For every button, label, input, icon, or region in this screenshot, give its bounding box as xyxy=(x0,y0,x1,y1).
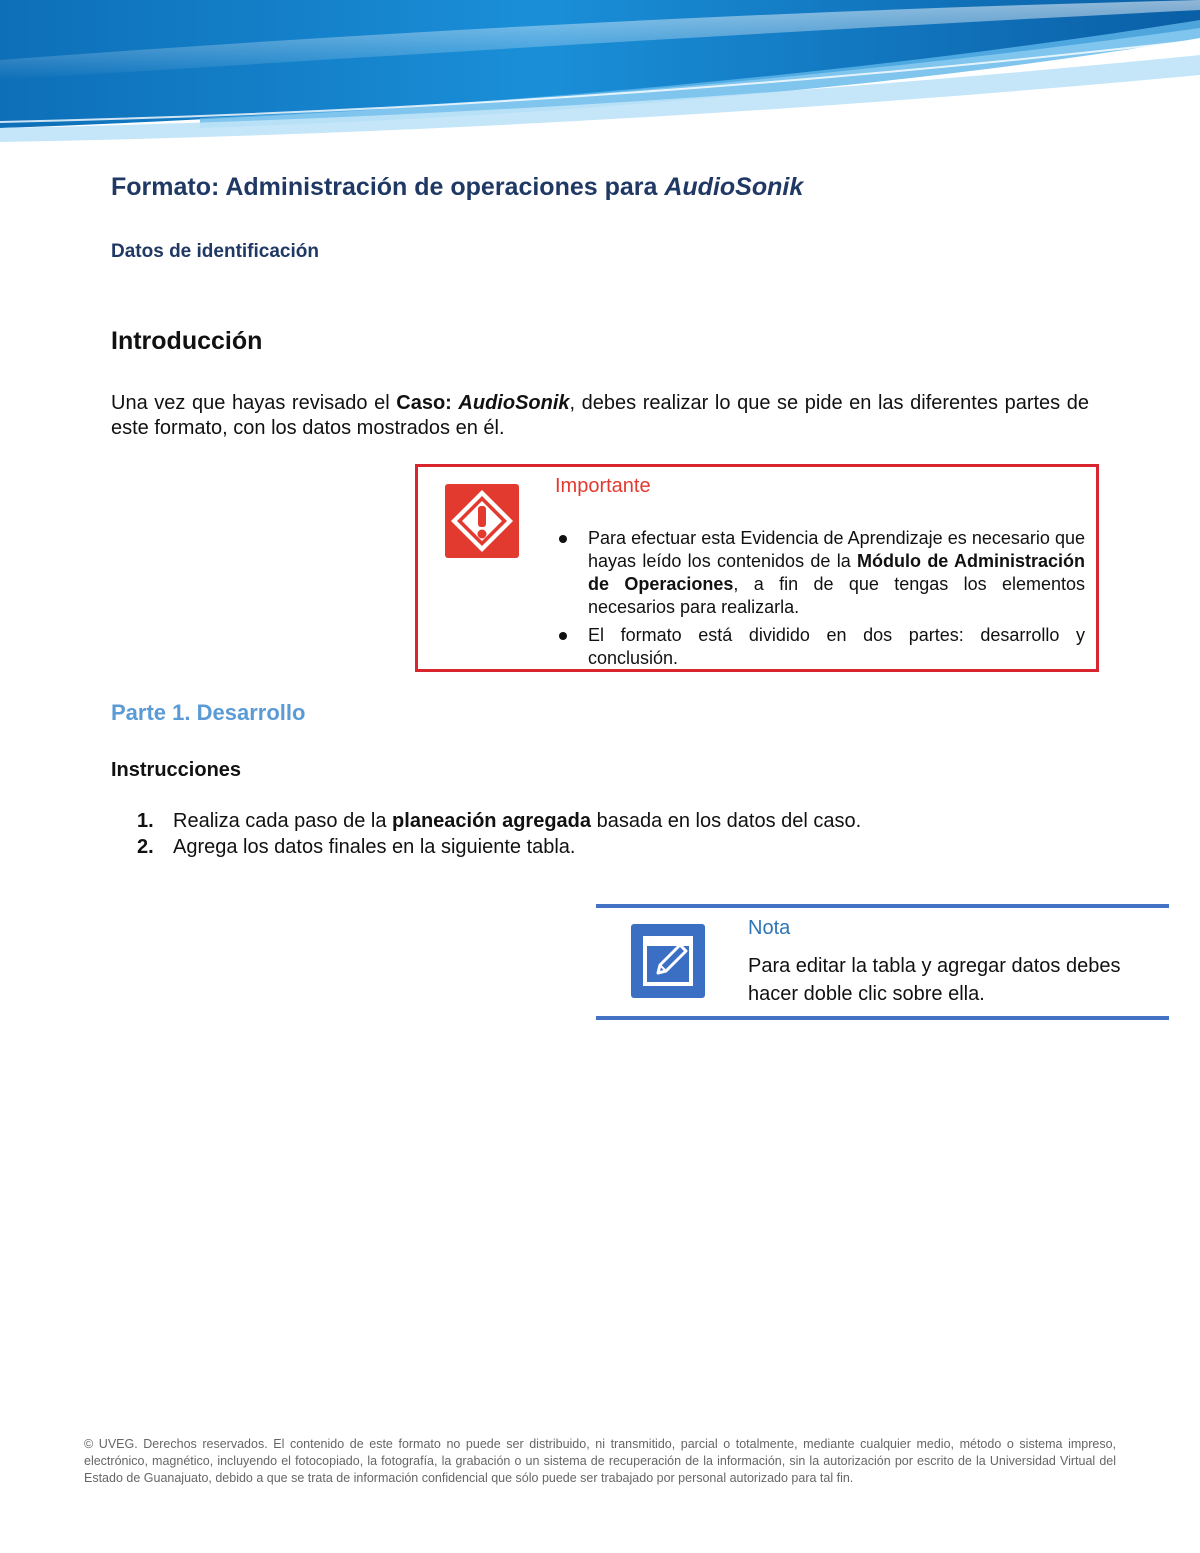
copyright-footer: © UVEG. Derechos reservados. El contenido de este formato no puede ser distribuido, ni transmitido, parcial o totalmente, mediante cualquier medio, método o sistema impreso, electrónico, magnético, incluyendo el fotocopiado, la fotografía, la grabación o un sistema de recuperación de la información, sin la autorización por escrito de la Universidad Virtual del Estado de Guanajuato, debido a que se trata de información confidencial que sólo puede ser trabajado por personal autorizado para tal fin. xyxy=(84,1437,1116,1485)
header-banner xyxy=(0,0,1200,145)
warning-diamond-icon xyxy=(445,484,519,558)
important-list xyxy=(555,527,1085,675)
important-box xyxy=(415,464,1099,672)
list-item: 2. Agrega los datos finales en la siguiente tabla. xyxy=(137,836,576,858)
list-item: El formato está dividido en dos partes: desarrollo y conclusión. xyxy=(555,624,1085,670)
note-text: Para editar la tabla y agregar datos debes hacer doble clic sobre ella. xyxy=(748,955,1121,1005)
instruction-steps xyxy=(111,808,861,860)
edit-pencil-icon xyxy=(631,924,705,998)
intro-heading: Introducción xyxy=(111,327,263,355)
identification-heading: Datos de identificación xyxy=(111,241,319,262)
important-title: Importante xyxy=(555,475,651,497)
note-title: Nota xyxy=(748,917,791,939)
instructions-heading: Instrucciones xyxy=(111,759,242,781)
list-item: 1. Realiza cada paso de la planeación agregada basada en los datos del caso. xyxy=(137,810,862,832)
list-item: Para efectuar esta Evidencia de Aprendizaje es necesario que hayas leído los contenidos de la Módulo de Administración de Operaciones, a fin de que tengas los elementos necesarios para realizarla. xyxy=(555,527,1085,619)
note-box xyxy=(596,904,1169,1020)
intro-paragraph: Una vez que hayas revisado el Caso: AudioSonik, debes realizar lo que se pide en las diferentes partes de este formato, con los datos mostrados en él. xyxy=(111,392,1089,439)
page-title: Formato: Administración de operaciones para AudioSonik xyxy=(111,173,804,201)
part1-heading: Parte 1. Desarrollo xyxy=(111,700,306,725)
